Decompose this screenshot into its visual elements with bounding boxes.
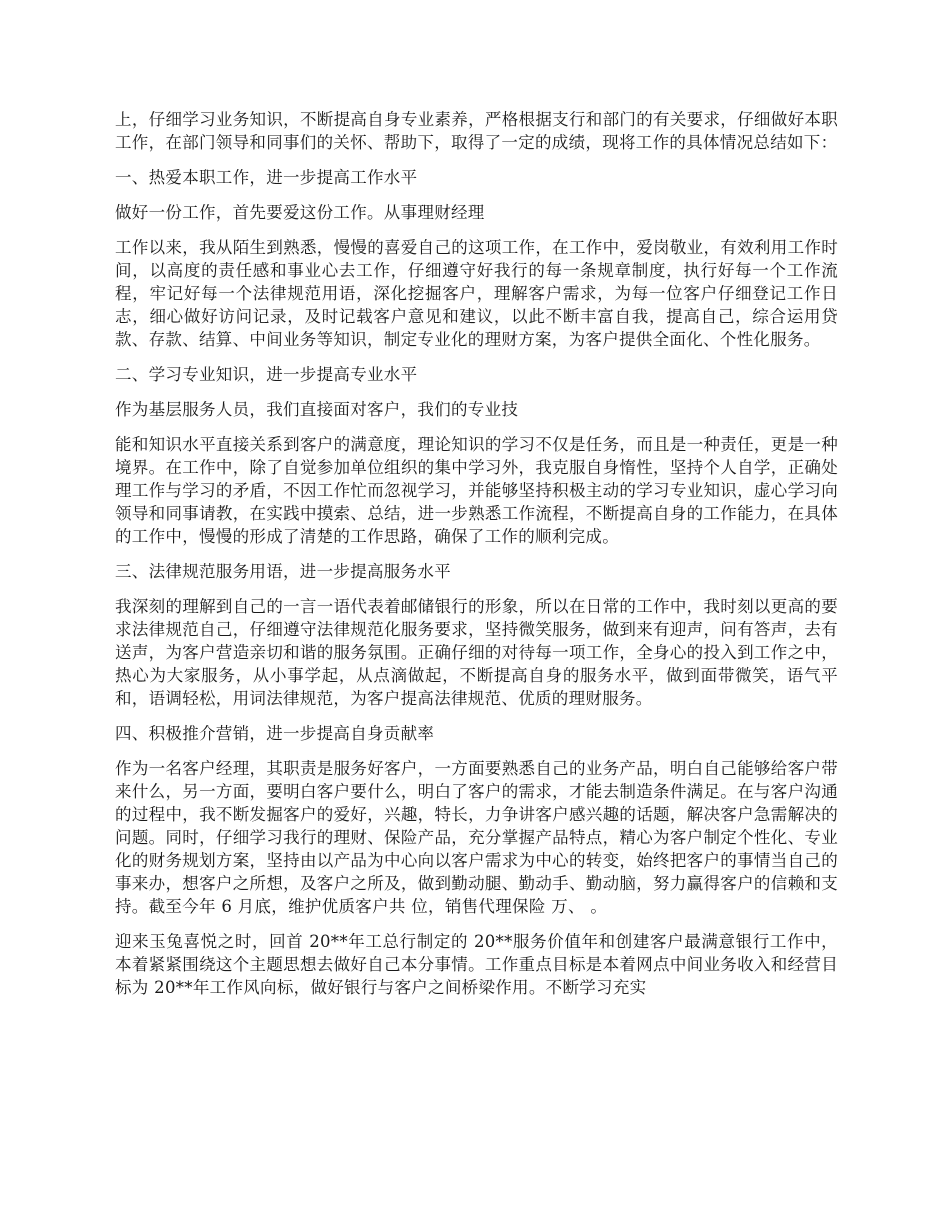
paragraph: 我深刻的理解到自己的一言一语代表着邮储银行的形象，所以在日常的工作中，我时刻以更高的要求法律规范自己，仔细遵守法律规范化服务要求，坚持微笑服务，做到来有迎声，问有答声，去有送声，为客户营造亲切和谐的服务氛围。正确仔细的对待每一项工作，全身心的投入到工作之中，热心为大家服务，从小事学起，从点滴做起，不断提高自身的服务水平，做到面带微笑，语气平和，语调轻松，用词法律规范，为客户提高法律规范、优质的理财服务。 — [115, 597, 838, 708]
paragraph-intro: 上，仔细学习业务知识，不断提高自身专业素养，严格根据支行和部门的有关要求，仔细做好本职工作，在部门领导和同事们的关怀、帮助下，取得了一定的成绩，现将工作的具体情况总结如下： — [115, 110, 838, 152]
paragraph: 作为一名客户经理，其职责是服务好客户，一方面要熟悉自己的业务产品，明白自己能够给客户带来什么，另一方面，要明白客户要什么，明白了客户的需求，才能去制造条件满足。在与客户沟通的过程中，我不断发掘客户的爱好，兴趣，特长，力争讲客户感兴趣的话题，解决客户急需解决的问题。同时，仔细学习我行的理财、保险产品，充分掌握产品特点，精心为客户制定个性化、专业化的财务规划方案，坚持由以产品为中心向以客户需求为中心的转变，始终把客户的事情当自己的事来办，想客户之所想，及客户之所及，做到勤动腿、勤动手、勤动脑，努力赢得客户的信赖和支持。截至今年 6 月底，维护优质客户共 位，销售代理保险 万、 。 — [115, 759, 838, 916]
paragraph: 做好一份工作，首先要爱这份工作。从事理财经理 — [115, 203, 485, 222]
section-heading-4: 四、积极推介营销，进一步提高自身贡献率 — [115, 724, 435, 743]
paragraph: 工作以来，我从陌生到熟悉，慢慢的喜爱自己的这项工作，在工作中，爱岗敬业，有效利用工作时间，以高度的责任感和事业心去工作，仔细遵守好我行的每一条规章制度，执行好每一个工作流程，牢记好每一个法律规范用语，深化挖掘客户，理解客户需求，为每一位客户仔细登记工作日志，细心做好访问记录，及时记载客户意见和建议，以此不断丰富自我，提高自己，综合运用贷款、存款、结算、中间业务等知识，制定专业化的理财方案，为客户提供全面化、个性化服务。 — [115, 238, 838, 349]
section-heading-1: 一、热爱本职工作，进一步提高工作水平 — [115, 168, 418, 187]
section-heading-3: 三、法律规范服务用语，进一步提高服务水平 — [115, 562, 451, 581]
paragraph: 作为基层服务人员，我们直接面对客户，我们的专业技 — [115, 400, 519, 419]
paragraph: 能和知识水平直接关系到客户的满意度，理论知识的学习不仅是任务，而且是一种责任，更是一种境界。在工作中，除了自觉参加单位组织的集中学习外，我克服自身惰性，坚持个人自学，正确处理工作与学习的矛盾，不因工作忙而忽视学习，并能够坚持积极主动的学习专业知识，虚心学习向领导和同事请教，在实践中摸索、总结，进一步熟悉工作流程，不断提高自身的工作能力，在具体的工作中，慢慢的形成了清楚的工作思路，确保了工作的顺利完成。 — [115, 435, 838, 546]
section-heading-2: 二、学习专业知识，进一步提高专业水平 — [115, 365, 418, 384]
document-body — [115, 108, 838, 1011]
paragraph: 迎来玉兔喜悦之时，回首 20**年工总行制定的 20**服务价值年和创建客户最满意银行工作中，本着紧紧围绕这个主题思想去做好自己本分事情。工作重点目标是本着网点中间业务收入和经营目标为 20**年工作风向标，做好银行与客户之间桥梁作用。不断学习充实 — [115, 932, 838, 997]
